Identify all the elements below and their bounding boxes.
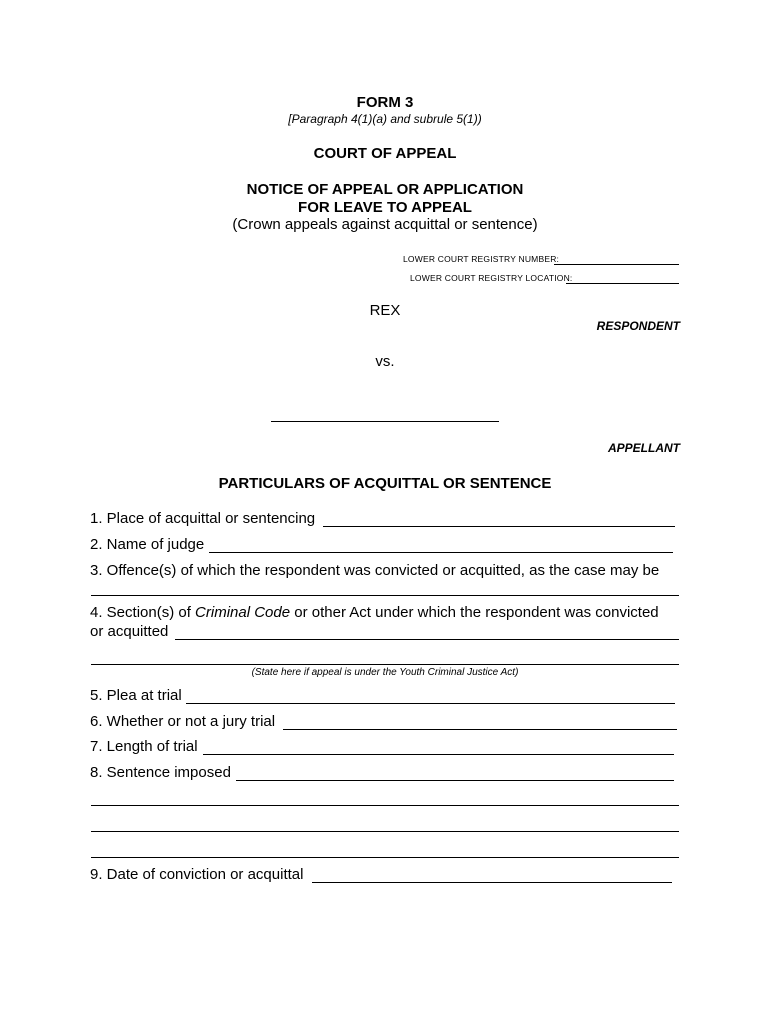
respondent-label: RESPONDENT [596, 319, 680, 333]
item-judge-label: 2. Name of judge [90, 536, 205, 553]
jury-field[interactable] [283, 729, 677, 730]
offence-field[interactable] [91, 595, 679, 596]
notice-title-line1: NOTICE OF APPEAL OR APPLICATION [246, 181, 524, 198]
registry-location-label: LOWER COURT REGISTRY LOCATION: [410, 273, 573, 283]
rex-label: REX [369, 302, 401, 319]
section-text-c: or acquitted [90, 623, 169, 640]
item-plea-label: 5. Plea at trial [90, 687, 182, 704]
form-reference: [Paragraph 4(1)(a) and subrule 5(1)) [288, 112, 482, 126]
registry-location-field[interactable] [566, 283, 679, 284]
youth-act-note: (State here if appeal is under the Youth Criminal Justice Act) [251, 667, 519, 678]
sentence-field[interactable] [236, 780, 674, 781]
item-sentence-label: 8. Sentence imposed [90, 764, 231, 781]
section-text-b: or other Act under which the respondent was convicted [290, 604, 659, 621]
criminal-code-text: Criminal Code [195, 604, 291, 621]
item-date-label: 9. Date of conviction or acquittal [90, 866, 304, 883]
item-offence-label: 3. Offence(s) of which the respondent was convicted or acquitted, as the case may be [90, 562, 660, 579]
item-length-label: 7. Length of trial [90, 738, 198, 755]
date-field[interactable] [312, 882, 672, 883]
place-field[interactable] [323, 526, 675, 527]
particulars-heading: PARTICULARS OF ACQUITTAL OR SENTENCE [218, 475, 552, 492]
item-section-label [90, 604, 659, 621]
appellant-label: APPELLANT [608, 441, 680, 455]
sentence-field-line2[interactable] [91, 805, 679, 806]
sentence-field-line3[interactable] [91, 831, 679, 832]
section-text-a: 4. Section(s) of [90, 604, 196, 621]
versus-label: vs. [375, 353, 395, 370]
sentence-field-line4[interactable] [91, 857, 679, 858]
item-place-label: 1. Place of acquittal or sentencing [90, 510, 316, 527]
notice-subtitle: (Crown appeals against acquittal or sentence) [232, 216, 538, 233]
section-field[interactable] [175, 639, 679, 640]
judge-field[interactable] [209, 552, 673, 553]
registry-number-field[interactable] [554, 264, 679, 265]
notice-title-line2: FOR LEAVE TO APPEAL [298, 199, 472, 216]
plea-field[interactable] [186, 703, 675, 704]
appellant-name-field[interactable] [271, 421, 499, 422]
form-number: FORM 3 [356, 94, 414, 111]
length-field[interactable] [203, 754, 674, 755]
court-title: COURT OF APPEAL [313, 145, 457, 162]
registry-number-label: LOWER COURT REGISTRY NUMBER: [403, 254, 560, 264]
section-field-line2[interactable] [91, 664, 679, 665]
item-jury-label: 6. Whether or not a jury trial [90, 713, 276, 730]
